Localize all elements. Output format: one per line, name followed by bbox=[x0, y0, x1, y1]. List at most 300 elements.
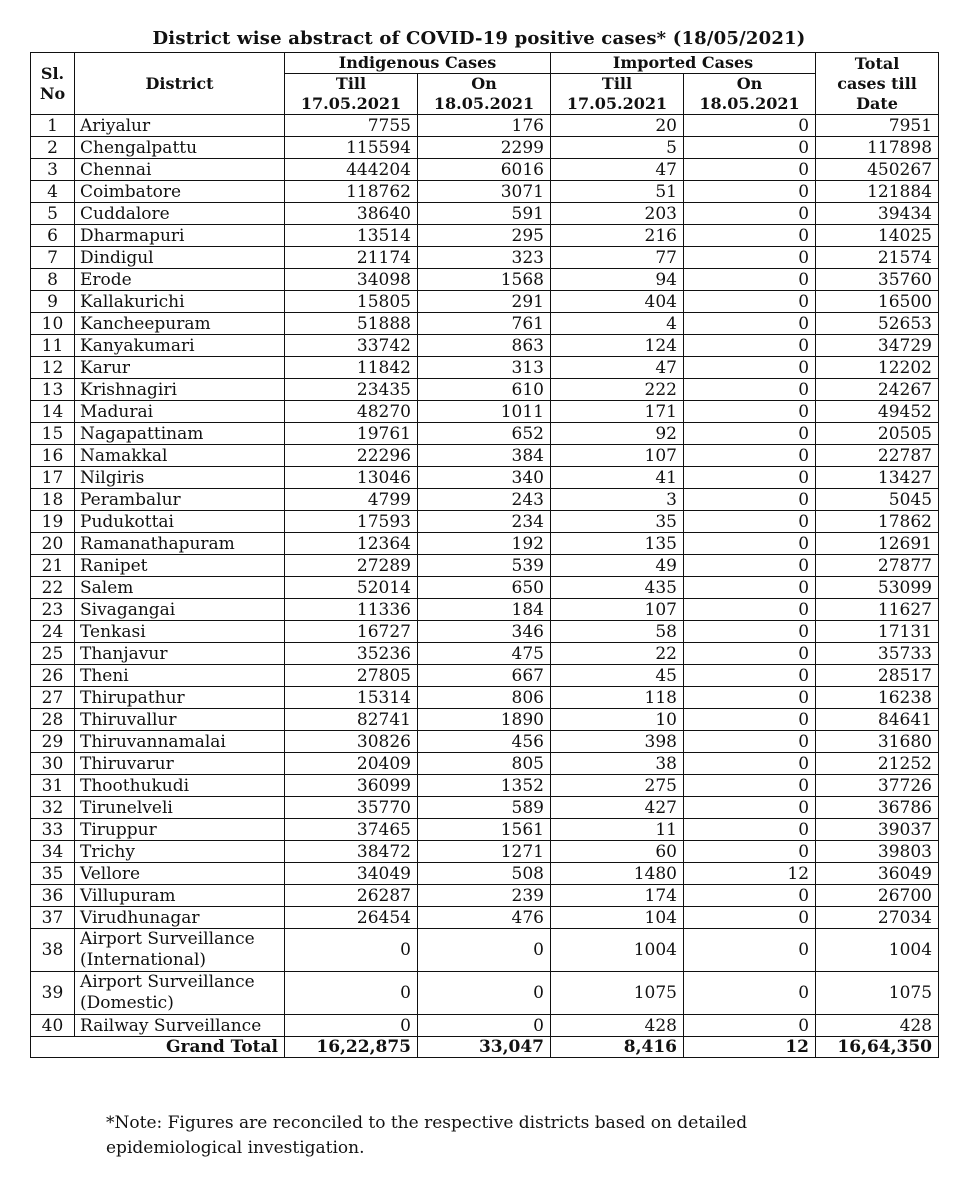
table-row bbox=[31, 885, 939, 907]
district-cases-table bbox=[30, 52, 939, 1058]
table-row bbox=[31, 511, 939, 533]
total-cases-cell: 84641 bbox=[816, 709, 939, 731]
district-cell: Thoothukudi bbox=[75, 775, 285, 797]
indigenous-on-cell: 234 bbox=[418, 511, 551, 533]
total-cases-cell: 52653 bbox=[816, 313, 939, 335]
total-cases-cell: 428 bbox=[816, 1015, 939, 1037]
indigenous-on-cell: 0 bbox=[418, 1015, 551, 1037]
grand-total-label: Grand Total bbox=[31, 1037, 285, 1058]
indigenous-till-cell: 38472 bbox=[285, 841, 418, 863]
district-cell: Kancheepuram bbox=[75, 313, 285, 335]
sl-no-cell: 35 bbox=[31, 863, 75, 885]
sl-no-cell: 10 bbox=[31, 313, 75, 335]
indigenous-on-cell: 313 bbox=[418, 357, 551, 379]
sl-no-cell: 38 bbox=[31, 929, 75, 972]
indigenous-till-cell: 13046 bbox=[285, 467, 418, 489]
total-cases-cell: 20505 bbox=[816, 423, 939, 445]
district-cell: Vellore bbox=[75, 863, 285, 885]
imported-on-cell: 0 bbox=[684, 731, 816, 753]
table-row bbox=[31, 445, 939, 467]
imported-on-cell: 0 bbox=[684, 247, 816, 269]
sl-no-cell: 3 bbox=[31, 159, 75, 181]
indigenous-till-cell: 11336 bbox=[285, 599, 418, 621]
sl-no-cell: 40 bbox=[31, 1015, 75, 1037]
imported-on-cell: 0 bbox=[684, 665, 816, 687]
imported-on-cell: 0 bbox=[684, 577, 816, 599]
total-cases-cell: 13427 bbox=[816, 467, 939, 489]
total-cases-cell: 14025 bbox=[816, 225, 939, 247]
indigenous-on-cell: 346 bbox=[418, 621, 551, 643]
district-cell: Thiruvannamalai bbox=[75, 731, 285, 753]
district-cell: Ramanathapuram bbox=[75, 533, 285, 555]
table-row bbox=[31, 753, 939, 775]
imported-till-cell: 11 bbox=[551, 819, 684, 841]
header-sl-no-text: Sl. No bbox=[39, 63, 66, 103]
header-district: District bbox=[75, 53, 285, 115]
indigenous-on-cell: 1271 bbox=[418, 841, 551, 863]
total-cases-cell: 17862 bbox=[816, 511, 939, 533]
sl-no-cell: 37 bbox=[31, 907, 75, 929]
imported-on-cell: 0 bbox=[684, 357, 816, 379]
imported-till-cell: 275 bbox=[551, 775, 684, 797]
imported-till-cell: 427 bbox=[551, 797, 684, 819]
imported-on-cell: 0 bbox=[684, 599, 816, 621]
header-total-cases-text: Total cases till Date bbox=[837, 53, 917, 113]
indigenous-on-cell: 476 bbox=[418, 907, 551, 929]
imported-on-cell: 0 bbox=[684, 972, 816, 1015]
sl-no-cell: 22 bbox=[31, 577, 75, 599]
imported-till-cell: 38 bbox=[551, 753, 684, 775]
total-cases-cell: 12691 bbox=[816, 533, 939, 555]
indigenous-till-cell: 27289 bbox=[285, 555, 418, 577]
imported-on-cell: 12 bbox=[684, 863, 816, 885]
indigenous-on-cell: 1352 bbox=[418, 775, 551, 797]
total-cases-cell: 16238 bbox=[816, 687, 939, 709]
district-cell: Theni bbox=[75, 665, 285, 687]
imported-till-cell: 60 bbox=[551, 841, 684, 863]
sl-no-cell: 18 bbox=[31, 489, 75, 511]
indigenous-till-cell: 52014 bbox=[285, 577, 418, 599]
table-row bbox=[31, 225, 939, 247]
indigenous-till-cell: 37465 bbox=[285, 819, 418, 841]
sl-no-cell: 17 bbox=[31, 467, 75, 489]
sl-no-cell: 21 bbox=[31, 555, 75, 577]
table-row bbox=[31, 621, 939, 643]
imported-till-cell: 428 bbox=[551, 1015, 684, 1037]
imported-till-cell: 135 bbox=[551, 533, 684, 555]
indigenous-on-cell: 652 bbox=[418, 423, 551, 445]
table-row bbox=[31, 972, 939, 1015]
indigenous-on-cell: 589 bbox=[418, 797, 551, 819]
sl-no-cell: 12 bbox=[31, 357, 75, 379]
total-cases-cell: 21574 bbox=[816, 247, 939, 269]
table-row bbox=[31, 533, 939, 555]
imported-on-cell: 0 bbox=[684, 533, 816, 555]
imported-on-cell: 0 bbox=[684, 269, 816, 291]
table-row bbox=[31, 247, 939, 269]
imported-on-cell: 0 bbox=[684, 445, 816, 467]
district-cell: Tiruppur bbox=[75, 819, 285, 841]
table-row bbox=[31, 599, 939, 621]
indigenous-till-cell: 19761 bbox=[285, 423, 418, 445]
imported-till-cell: 1004 bbox=[551, 929, 684, 972]
table-row bbox=[31, 797, 939, 819]
sl-no-cell: 6 bbox=[31, 225, 75, 247]
total-cases-cell: 22787 bbox=[816, 445, 939, 467]
sl-no-cell: 23 bbox=[31, 599, 75, 621]
imported-till-cell: 118 bbox=[551, 687, 684, 709]
sl-no-cell: 29 bbox=[31, 731, 75, 753]
imported-till-cell: 20 bbox=[551, 115, 684, 137]
table-row bbox=[31, 467, 939, 489]
imported-on-cell: 0 bbox=[684, 687, 816, 709]
district-cell: Thanjavur bbox=[75, 643, 285, 665]
indigenous-on-cell: 806 bbox=[418, 687, 551, 709]
district-cell: Coimbatore bbox=[75, 181, 285, 203]
imported-till-cell: 203 bbox=[551, 203, 684, 225]
imported-till-cell: 5 bbox=[551, 137, 684, 159]
indigenous-till-cell: 34098 bbox=[285, 269, 418, 291]
district-cell: Salem bbox=[75, 577, 285, 599]
indigenous-on-cell: 1890 bbox=[418, 709, 551, 731]
indigenous-on-cell: 243 bbox=[418, 489, 551, 511]
imported-on-cell: 0 bbox=[684, 181, 816, 203]
total-cases-cell: 39037 bbox=[816, 819, 939, 841]
header-imported-on: On 18.05.2021 bbox=[684, 74, 816, 115]
indigenous-till-cell: 0 bbox=[285, 929, 418, 972]
indigenous-on-cell: 6016 bbox=[418, 159, 551, 181]
district-cell: Airport Surveillance (International) bbox=[75, 929, 285, 972]
imported-on-cell: 0 bbox=[684, 643, 816, 665]
indigenous-till-cell: 38640 bbox=[285, 203, 418, 225]
indigenous-on-cell: 1568 bbox=[418, 269, 551, 291]
sl-no-cell: 11 bbox=[31, 335, 75, 357]
imported-on-cell: 0 bbox=[684, 1015, 816, 1037]
imported-on-cell: 0 bbox=[684, 401, 816, 423]
total-cases-cell: 49452 bbox=[816, 401, 939, 423]
sl-no-cell: 5 bbox=[31, 203, 75, 225]
indigenous-on-cell: 239 bbox=[418, 885, 551, 907]
imported-till-cell: 49 bbox=[551, 555, 684, 577]
sl-no-cell: 28 bbox=[31, 709, 75, 731]
indigenous-on-cell: 384 bbox=[418, 445, 551, 467]
indigenous-on-cell: 1011 bbox=[418, 401, 551, 423]
table-body bbox=[31, 115, 939, 1037]
indigenous-on-cell: 650 bbox=[418, 577, 551, 599]
table-row bbox=[31, 159, 939, 181]
header-imported-till: Till 17.05.2021 bbox=[551, 74, 684, 115]
table-row bbox=[31, 687, 939, 709]
indigenous-on-cell: 176 bbox=[418, 115, 551, 137]
district-cell: Ranipet bbox=[75, 555, 285, 577]
imported-till-cell: 107 bbox=[551, 445, 684, 467]
indigenous-on-cell: 291 bbox=[418, 291, 551, 313]
district-cell: Perambalur bbox=[75, 489, 285, 511]
imported-till-cell: 216 bbox=[551, 225, 684, 247]
indigenous-on-cell: 456 bbox=[418, 731, 551, 753]
indigenous-till-cell: 26454 bbox=[285, 907, 418, 929]
indigenous-till-cell: 12364 bbox=[285, 533, 418, 555]
indigenous-till-cell: 20409 bbox=[285, 753, 418, 775]
imported-on-cell: 0 bbox=[684, 797, 816, 819]
imported-on-cell: 0 bbox=[684, 753, 816, 775]
indigenous-till-cell: 118762 bbox=[285, 181, 418, 203]
indigenous-on-cell: 610 bbox=[418, 379, 551, 401]
table-row bbox=[31, 423, 939, 445]
total-cases-cell: 450267 bbox=[816, 159, 939, 181]
indigenous-on-cell: 475 bbox=[418, 643, 551, 665]
indigenous-on-cell: 591 bbox=[418, 203, 551, 225]
table-row bbox=[31, 841, 939, 863]
header-imported-cases: Imported Cases bbox=[551, 53, 816, 74]
sl-no-cell: 19 bbox=[31, 511, 75, 533]
district-cell: Railway Surveillance bbox=[75, 1015, 285, 1037]
sl-no-cell: 27 bbox=[31, 687, 75, 709]
imported-till-cell: 47 bbox=[551, 357, 684, 379]
sl-no-cell: 2 bbox=[31, 137, 75, 159]
district-cell: Nilgiris bbox=[75, 467, 285, 489]
imported-till-cell: 4 bbox=[551, 313, 684, 335]
district-cell: Sivagangai bbox=[75, 599, 285, 621]
total-cases-cell: 35733 bbox=[816, 643, 939, 665]
indigenous-till-cell: 21174 bbox=[285, 247, 418, 269]
table-row bbox=[31, 643, 939, 665]
footnote: *Note: Figures are reconciled to the respective districts based on detailed epidemiological investigation. bbox=[106, 1113, 748, 1158]
imported-till-cell: 77 bbox=[551, 247, 684, 269]
indigenous-on-cell: 539 bbox=[418, 555, 551, 577]
imported-on-cell: 0 bbox=[684, 423, 816, 445]
district-cell: Dindigul bbox=[75, 247, 285, 269]
indigenous-till-cell: 48270 bbox=[285, 401, 418, 423]
indigenous-till-cell: 51888 bbox=[285, 313, 418, 335]
district-cell: Kallakurichi bbox=[75, 291, 285, 313]
imported-on-cell: 0 bbox=[684, 137, 816, 159]
imported-till-cell: 10 bbox=[551, 709, 684, 731]
sl-no-cell: 26 bbox=[31, 665, 75, 687]
district-cell: Thiruvallur bbox=[75, 709, 285, 731]
imported-till-cell: 41 bbox=[551, 467, 684, 489]
table-row bbox=[31, 731, 939, 753]
total-cases-cell: 117898 bbox=[816, 137, 939, 159]
imported-till-cell: 1480 bbox=[551, 863, 684, 885]
district-cell: Namakkal bbox=[75, 445, 285, 467]
sl-no-cell: 15 bbox=[31, 423, 75, 445]
grand-total-imported-till: 8,416 bbox=[551, 1037, 684, 1058]
imported-till-cell: 107 bbox=[551, 599, 684, 621]
header-sl-no bbox=[31, 53, 75, 115]
indigenous-till-cell: 13514 bbox=[285, 225, 418, 247]
indigenous-till-cell: 0 bbox=[285, 972, 418, 1015]
sl-no-cell: 14 bbox=[31, 401, 75, 423]
imported-on-cell: 0 bbox=[684, 489, 816, 511]
indigenous-on-cell: 761 bbox=[418, 313, 551, 335]
district-cell: Chengalpattu bbox=[75, 137, 285, 159]
total-cases-cell: 7951 bbox=[816, 115, 939, 137]
imported-till-cell: 92 bbox=[551, 423, 684, 445]
total-cases-cell: 21252 bbox=[816, 753, 939, 775]
total-cases-cell: 34729 bbox=[816, 335, 939, 357]
grand-total-imported-on: 12 bbox=[684, 1037, 816, 1058]
table-row bbox=[31, 291, 939, 313]
total-cases-cell: 31680 bbox=[816, 731, 939, 753]
district-cell: Pudukottai bbox=[75, 511, 285, 533]
indigenous-on-cell: 295 bbox=[418, 225, 551, 247]
indigenous-on-cell: 3071 bbox=[418, 181, 551, 203]
indigenous-on-cell: 340 bbox=[418, 467, 551, 489]
table-row bbox=[31, 489, 939, 511]
district-cell: Chennai bbox=[75, 159, 285, 181]
grand-total-indigenous-on: 33,047 bbox=[418, 1037, 551, 1058]
sl-no-cell: 1 bbox=[31, 115, 75, 137]
imported-till-cell: 104 bbox=[551, 907, 684, 929]
document-title: District wise abstract of COVID-19 positive cases* (18/05/2021) bbox=[152, 28, 806, 49]
indigenous-on-cell: 184 bbox=[418, 599, 551, 621]
indigenous-till-cell: 35770 bbox=[285, 797, 418, 819]
imported-on-cell: 0 bbox=[684, 115, 816, 137]
total-cases-cell: 36049 bbox=[816, 863, 939, 885]
table-row bbox=[31, 577, 939, 599]
sl-no-cell: 16 bbox=[31, 445, 75, 467]
sl-no-cell: 9 bbox=[31, 291, 75, 313]
indigenous-till-cell: 0 bbox=[285, 1015, 418, 1037]
imported-on-cell: 0 bbox=[684, 313, 816, 335]
total-cases-cell: 27877 bbox=[816, 555, 939, 577]
table-row bbox=[31, 335, 939, 357]
imported-on-cell: 0 bbox=[684, 885, 816, 907]
district-cell: Cuddalore bbox=[75, 203, 285, 225]
total-cases-cell: 16500 bbox=[816, 291, 939, 313]
imported-till-cell: 94 bbox=[551, 269, 684, 291]
table-row bbox=[31, 401, 939, 423]
indigenous-till-cell: 26287 bbox=[285, 885, 418, 907]
total-cases-cell: 28517 bbox=[816, 665, 939, 687]
imported-till-cell: 35 bbox=[551, 511, 684, 533]
indigenous-till-cell: 4799 bbox=[285, 489, 418, 511]
indigenous-on-cell: 2299 bbox=[418, 137, 551, 159]
header-total-cases bbox=[816, 53, 939, 115]
table-row bbox=[31, 203, 939, 225]
imported-till-cell: 3 bbox=[551, 489, 684, 511]
sl-no-cell: 39 bbox=[31, 972, 75, 1015]
table-row bbox=[31, 115, 939, 137]
indigenous-till-cell: 17593 bbox=[285, 511, 418, 533]
header-indigenous-cases: Indigenous Cases bbox=[285, 53, 551, 74]
imported-on-cell: 0 bbox=[684, 929, 816, 972]
indigenous-till-cell: 22296 bbox=[285, 445, 418, 467]
imported-on-cell: 0 bbox=[684, 203, 816, 225]
table-row bbox=[31, 907, 939, 929]
imported-on-cell: 0 bbox=[684, 467, 816, 489]
total-cases-cell: 39434 bbox=[816, 203, 939, 225]
imported-till-cell: 171 bbox=[551, 401, 684, 423]
indigenous-till-cell: 23435 bbox=[285, 379, 418, 401]
imported-till-cell: 45 bbox=[551, 665, 684, 687]
table-row bbox=[31, 1015, 939, 1037]
table-row bbox=[31, 929, 939, 972]
imported-on-cell: 0 bbox=[684, 159, 816, 181]
table-row bbox=[31, 555, 939, 577]
table-row bbox=[31, 379, 939, 401]
total-cases-cell: 121884 bbox=[816, 181, 939, 203]
indigenous-on-cell: 1561 bbox=[418, 819, 551, 841]
district-cell: Madurai bbox=[75, 401, 285, 423]
indigenous-on-cell: 0 bbox=[418, 972, 551, 1015]
total-cases-cell: 1004 bbox=[816, 929, 939, 972]
indigenous-till-cell: 16727 bbox=[285, 621, 418, 643]
district-cell: Ariyalur bbox=[75, 115, 285, 137]
district-cell: Nagapattinam bbox=[75, 423, 285, 445]
total-cases-cell: 35760 bbox=[816, 269, 939, 291]
indigenous-on-cell: 805 bbox=[418, 753, 551, 775]
district-cell: Tirunelveli bbox=[75, 797, 285, 819]
district-cell: Tenkasi bbox=[75, 621, 285, 643]
imported-on-cell: 0 bbox=[684, 621, 816, 643]
sl-no-cell: 30 bbox=[31, 753, 75, 775]
imported-on-cell: 0 bbox=[684, 907, 816, 929]
total-cases-cell: 53099 bbox=[816, 577, 939, 599]
sl-no-cell: 4 bbox=[31, 181, 75, 203]
indigenous-on-cell: 508 bbox=[418, 863, 551, 885]
table-row bbox=[31, 863, 939, 885]
sl-no-cell: 33 bbox=[31, 819, 75, 841]
imported-on-cell: 0 bbox=[684, 555, 816, 577]
indigenous-till-cell: 36099 bbox=[285, 775, 418, 797]
indigenous-till-cell: 35236 bbox=[285, 643, 418, 665]
indigenous-till-cell: 11842 bbox=[285, 357, 418, 379]
total-cases-cell: 36786 bbox=[816, 797, 939, 819]
imported-on-cell: 0 bbox=[684, 225, 816, 247]
imported-till-cell: 1075 bbox=[551, 972, 684, 1015]
indigenous-till-cell: 115594 bbox=[285, 137, 418, 159]
indigenous-on-cell: 0 bbox=[418, 929, 551, 972]
indigenous-till-cell: 34049 bbox=[285, 863, 418, 885]
imported-on-cell: 0 bbox=[684, 291, 816, 313]
sl-no-cell: 34 bbox=[31, 841, 75, 863]
total-cases-cell: 37726 bbox=[816, 775, 939, 797]
district-cell: Thiruvarur bbox=[75, 753, 285, 775]
table-row bbox=[31, 181, 939, 203]
imported-till-cell: 222 bbox=[551, 379, 684, 401]
indigenous-on-cell: 667 bbox=[418, 665, 551, 687]
imported-till-cell: 124 bbox=[551, 335, 684, 357]
district-cell: Dharmapuri bbox=[75, 225, 285, 247]
imported-on-cell: 0 bbox=[684, 841, 816, 863]
indigenous-till-cell: 82741 bbox=[285, 709, 418, 731]
grand-total-cases: 16,64,350 bbox=[816, 1037, 939, 1058]
total-cases-cell: 5045 bbox=[816, 489, 939, 511]
district-cell: Villupuram bbox=[75, 885, 285, 907]
imported-till-cell: 51 bbox=[551, 181, 684, 203]
sl-no-cell: 8 bbox=[31, 269, 75, 291]
total-cases-cell: 24267 bbox=[816, 379, 939, 401]
total-cases-cell: 1075 bbox=[816, 972, 939, 1015]
table-row bbox=[31, 665, 939, 687]
imported-on-cell: 0 bbox=[684, 379, 816, 401]
table-row bbox=[31, 357, 939, 379]
imported-till-cell: 435 bbox=[551, 577, 684, 599]
header-indigenous-till: Till 17.05.2021 bbox=[285, 74, 418, 115]
district-cell: Virudhunagar bbox=[75, 907, 285, 929]
total-cases-cell: 39803 bbox=[816, 841, 939, 863]
imported-on-cell: 0 bbox=[684, 709, 816, 731]
header-indigenous-on: On 18.05.2021 bbox=[418, 74, 551, 115]
imported-till-cell: 174 bbox=[551, 885, 684, 907]
table-row bbox=[31, 709, 939, 731]
imported-till-cell: 47 bbox=[551, 159, 684, 181]
indigenous-till-cell: 33742 bbox=[285, 335, 418, 357]
sl-no-cell: 20 bbox=[31, 533, 75, 555]
district-cell: Trichy bbox=[75, 841, 285, 863]
